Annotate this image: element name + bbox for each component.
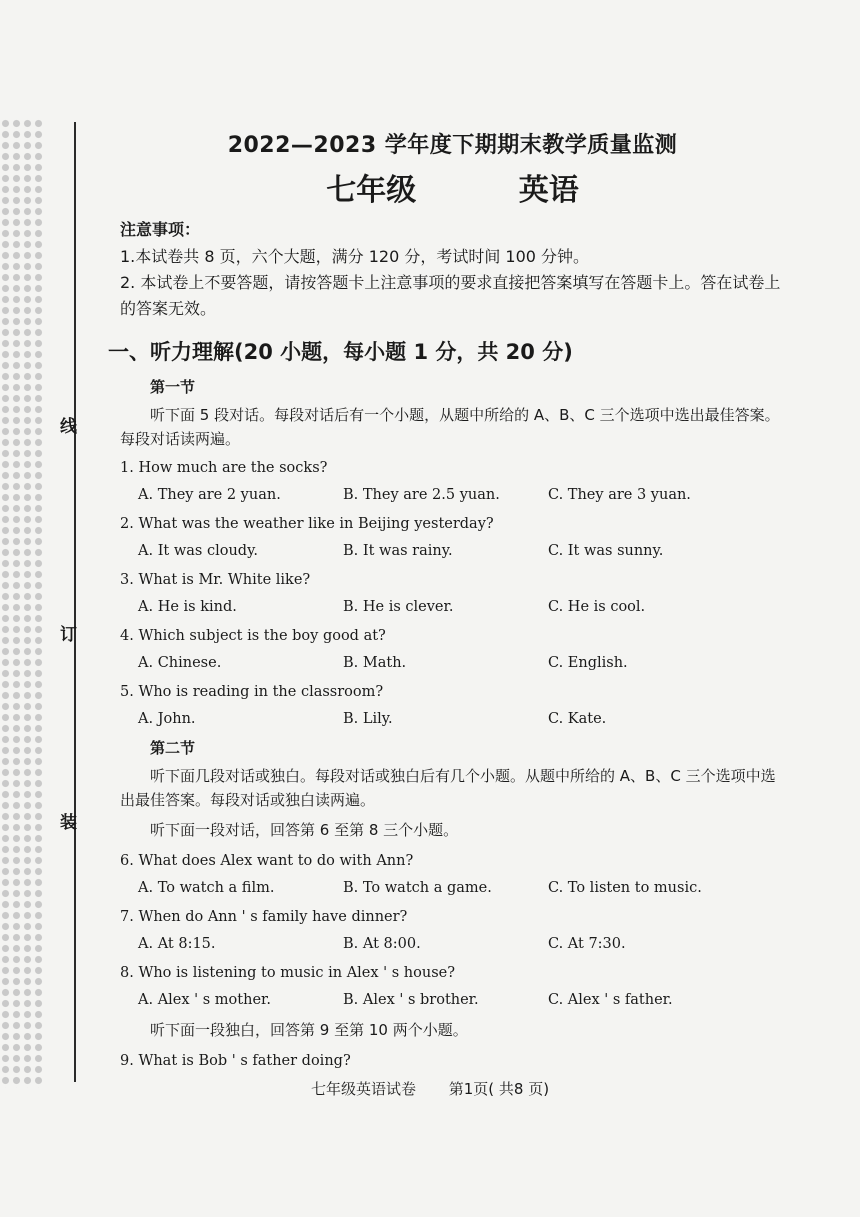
part1-instruction: 听下面 5 段对话。每段对话后有一个小题，从题中所给的 A、B、C 三个选项中选出最佳答案。每段对话读两遍。 xyxy=(120,406,780,448)
question-3 xyxy=(120,569,785,615)
question-8 xyxy=(120,962,785,1008)
option-row xyxy=(138,599,785,615)
part2-sub-instruction-1: 听下面一段对话，回答第 6 至第 8 三个小题。 xyxy=(150,821,459,839)
option-a: A. They are 2 yuan. xyxy=(138,487,281,503)
option-row xyxy=(138,655,785,671)
question-4 xyxy=(120,625,785,671)
option-a: A. Alex ' s mother. xyxy=(138,992,271,1008)
option-row xyxy=(138,880,785,896)
option-row xyxy=(138,487,785,503)
part2-instruction: 听下面几段对话或独白。每段对话或独白后有几个小题。从题中所给的 A、B、C 三个选项中选出最佳答案。每段对话或独白读两遍。 xyxy=(120,767,776,809)
page-footer xyxy=(0,1078,860,1099)
question-stem: 6. What does Alex want to do with Ann? xyxy=(120,853,414,869)
question-stem: 8. Who is listening to music in Alex ' s house? xyxy=(120,965,456,981)
question-stem: 2. What was the weather like in Beijing yesterday? xyxy=(120,516,494,532)
notice-item-2: 2. 本试卷上不要答题，请按答题卡上注意事项的要求直接把答案填写在答题卡上。答在试卷上的答案无效。 xyxy=(120,273,781,318)
option-a: A. It was cloudy. xyxy=(138,543,258,559)
option-a: A. At 8:15. xyxy=(138,936,216,952)
part2-heading: 第二节 xyxy=(150,739,196,757)
option-b: B. Alex ' s brother. xyxy=(343,992,479,1008)
option-a: A. To watch a film. xyxy=(138,880,275,896)
question-list-part1 xyxy=(120,457,785,727)
option-row xyxy=(138,992,785,1008)
binding-char-ding: 订 xyxy=(60,625,77,645)
option-c: C. He is cool. xyxy=(548,599,646,615)
option-b: B. At 8:00. xyxy=(343,936,421,952)
option-row xyxy=(138,936,785,952)
question-1 xyxy=(120,457,785,503)
option-b: B. Lily. xyxy=(343,711,393,727)
option-a: A. Chinese. xyxy=(138,655,222,671)
notice-heading: 注意事项： xyxy=(120,220,201,239)
option-c: C. At 7:30. xyxy=(548,936,626,952)
binding-char-xian: 线 xyxy=(60,417,77,437)
section-listening-heading: 一、听力理解(20 小题，每小题 1 分，共 20 分) xyxy=(108,340,573,364)
exam-subtitle xyxy=(120,165,785,209)
option-c: C. English. xyxy=(548,655,628,671)
question-6 xyxy=(120,850,785,896)
exam-page xyxy=(108,128,785,1080)
option-a: A. John. xyxy=(138,711,196,727)
option-b: B. Math. xyxy=(343,655,407,671)
question-list-part2 xyxy=(120,850,785,1008)
option-b: B. They are 2.5 yuan. xyxy=(343,487,500,503)
question-7 xyxy=(120,906,785,952)
part1-heading: 第一节 xyxy=(150,378,196,396)
question-2 xyxy=(120,513,785,559)
option-c: C. Alex ' s father. xyxy=(548,992,673,1008)
option-c: C. To listen to music. xyxy=(548,880,702,896)
subject-label: 英语 xyxy=(518,173,579,208)
notice-item-1: 1.本试卷共 8 页，六个大题，满分 120 分，考试时间 100 分钟。 xyxy=(120,247,590,266)
exam-title: 2022—2023 学年度下期期末教学质量监测 xyxy=(227,133,678,158)
option-c: C. It was sunny. xyxy=(548,543,664,559)
binding-line xyxy=(74,122,76,1082)
footer-page-number: 第1页( 共8 页) xyxy=(448,1080,550,1098)
option-a: A. He is kind. xyxy=(138,599,237,615)
question-stem: 4. Which subject is the boy good at? xyxy=(120,628,386,644)
option-row xyxy=(138,711,785,727)
option-row xyxy=(138,543,785,559)
question-stem: 1. How much are the socks? xyxy=(120,460,328,476)
option-c: C. They are 3 yuan. xyxy=(548,487,691,503)
question-5 xyxy=(120,681,785,727)
binding-char-zhuang: 装 xyxy=(60,813,77,833)
option-b: B. It was rainy. xyxy=(343,543,453,559)
grade-label: 七年级 xyxy=(326,173,417,208)
option-b: B. To watch a game. xyxy=(343,880,492,896)
binding-dot-strip xyxy=(0,118,44,1088)
question-stem: 3. What is Mr. White like? xyxy=(120,572,311,588)
question-stem: 7. When do Ann ' s family have dinner? xyxy=(120,909,408,925)
footer-paper-name: 七年级英语试卷 xyxy=(310,1080,416,1098)
question-stem: 5. Who is reading in the classroom? xyxy=(120,684,384,700)
option-c: C. Kate. xyxy=(548,711,607,727)
option-b: B. He is clever. xyxy=(343,599,454,615)
part2-sub-instruction-2: 听下面一段独白，回答第 9 至第 10 两个小题。 xyxy=(150,1021,468,1039)
question-9-stem: 9. What is Bob ' s father doing? xyxy=(120,1053,351,1069)
